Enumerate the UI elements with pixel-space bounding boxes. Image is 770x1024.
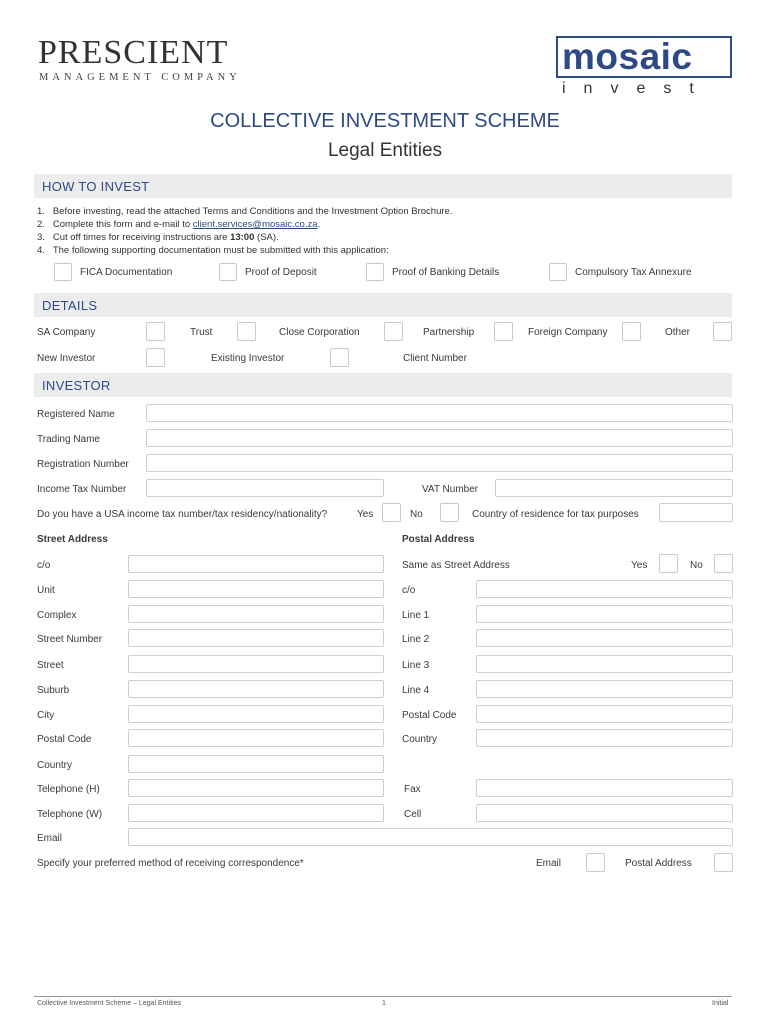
fax-label: Fax [404, 784, 421, 795]
footer-document-name: Collective Investment Scheme – Legal Entities [37, 1000, 181, 1007]
income-tax-number-label: Income Tax Number [37, 484, 127, 495]
fica-checkbox[interactable] [54, 263, 72, 281]
usa-question-label: Do you have a USA income tax number/tax residency/nationality? [37, 509, 328, 520]
list-item: 1. Before investing, read the attached Terms and Conditions and the Investment Option Brochure. [37, 206, 453, 217]
usa-no-label: No [410, 509, 423, 520]
prescient-logo-subtitle: MANAGEMENT COMPANY [39, 72, 241, 83]
city-field[interactable] [128, 705, 384, 723]
same-as-street-label: Same as Street Address [402, 560, 510, 571]
tax-annexure-checkbox[interactable] [549, 263, 567, 281]
postal-line1-field[interactable] [476, 605, 733, 623]
postal-postal-code-label: Postal Code [402, 710, 457, 721]
instructions-list [37, 205, 452, 257]
list-item: 2. Complete this form and e-mail to client.services@mosaic.co.za. [37, 219, 321, 230]
fax-field[interactable] [476, 779, 733, 797]
usa-yes-label: Yes [357, 509, 374, 520]
street-co-field[interactable] [128, 555, 384, 573]
country-residence-label: Country of residence for tax purposes [472, 509, 639, 520]
street-postal-code-field[interactable] [128, 729, 384, 747]
proof-banking-checkbox[interactable] [366, 263, 384, 281]
footer-divider [34, 996, 732, 997]
income-tax-number-field[interactable] [146, 479, 384, 497]
correspondence-question: Specify your preferred method of receiving correspondence* [37, 858, 304, 869]
telephone-h-field[interactable] [128, 779, 384, 797]
street-complex-field[interactable] [128, 605, 384, 623]
list-item: 4. The following supporting documentation must be submitted with this application: [37, 245, 389, 256]
section-heading: HOW TO INVEST [42, 179, 150, 194]
close-corporation-label: Close Corporation [279, 327, 360, 338]
new-investor-label: New Investor [37, 353, 96, 364]
postal-line3-field[interactable] [476, 655, 733, 673]
other-checkbox[interactable] [713, 322, 732, 341]
street-address-heading: Street Address [37, 534, 108, 545]
cell-field[interactable] [476, 804, 733, 822]
postal-country-label: Country [402, 734, 438, 745]
postal-line4-field[interactable] [476, 680, 733, 698]
corr-postal-checkbox[interactable] [714, 853, 733, 872]
section-details [34, 293, 732, 317]
trading-name-label: Trading Name [37, 434, 100, 445]
street-number-label: Street Number [37, 634, 103, 645]
street-complex-label: Complex [37, 610, 77, 621]
corr-postal-label: Postal Address [625, 858, 692, 869]
same-yes-label: Yes [631, 560, 648, 571]
postal-line2-label: Line 2 [402, 634, 430, 645]
street-country-field[interactable] [128, 755, 384, 773]
same-yes-checkbox[interactable] [659, 554, 678, 573]
footer-page-number: 1 [382, 1000, 386, 1007]
suburb-label: Suburb [37, 685, 70, 696]
cell-label: Cell [404, 809, 422, 820]
section-investor [34, 373, 732, 397]
street-unit-field[interactable] [128, 580, 384, 598]
registered-name-field[interactable] [146, 404, 733, 422]
mosaic-logo: mosaic [562, 36, 693, 77]
foreign-company-label: Foreign Company [528, 327, 608, 338]
document-subtitle: Legal Entities [327, 140, 443, 161]
footer-initial: Initial [712, 1000, 729, 1007]
postal-co-label: c/o [402, 585, 416, 596]
telephone-w-label: Telephone (W) [37, 809, 103, 820]
street-unit-label: Unit [37, 585, 55, 596]
postal-country-field[interactable] [476, 729, 733, 747]
list-item: 3. Cut off times for receiving instructions are 13:00 (SA). [37, 232, 279, 243]
section-heading: INVESTOR [42, 378, 111, 393]
registration-number-field[interactable] [146, 454, 733, 472]
existing-investor-label: Existing Investor [211, 353, 285, 364]
same-no-label: No [690, 560, 703, 571]
vat-number-label: VAT Number [422, 484, 479, 495]
sa-company-checkbox[interactable] [146, 322, 165, 341]
postal-postal-code-field[interactable] [476, 705, 733, 723]
email-label: Email [37, 833, 63, 844]
same-no-checkbox[interactable] [714, 554, 733, 573]
trading-name-field[interactable] [146, 429, 733, 447]
postal-line2-field[interactable] [476, 629, 733, 647]
vat-number-field[interactable] [495, 479, 733, 497]
section-how-to-invest [34, 174, 732, 198]
postal-line1-label: Line 1 [402, 610, 430, 621]
mosaic-logo-subtitle: invest [562, 80, 712, 97]
street-country-label: Country [37, 760, 73, 771]
usa-no-checkbox[interactable] [440, 503, 459, 522]
postal-address-heading: Postal Address [402, 534, 475, 545]
street-co-label: c/o [37, 560, 51, 571]
client-number-label: Client Number [403, 353, 467, 364]
other-label: Other [665, 327, 691, 338]
country-residence-field[interactable] [659, 503, 733, 522]
proof-deposit-checkbox[interactable] [219, 263, 237, 281]
proof-deposit-label: Proof of Deposit [245, 267, 317, 278]
partnership-checkbox[interactable] [494, 322, 513, 341]
existing-investor-checkbox[interactable] [330, 348, 349, 367]
partnership-label: Partnership [423, 327, 475, 338]
telephone-h-label: Telephone (H) [37, 784, 100, 795]
new-investor-checkbox[interactable] [146, 348, 165, 367]
section-heading: DETAILS [42, 298, 98, 313]
usa-yes-checkbox[interactable] [382, 503, 401, 522]
city-label: City [37, 710, 55, 721]
trust-label: Trust [190, 327, 213, 338]
street-label: Street [37, 660, 64, 671]
telephone-w-field[interactable] [128, 804, 384, 822]
postal-line4-label: Line 4 [402, 685, 430, 696]
fica-label: FICA Documentation [80, 267, 173, 278]
registration-number-label: Registration Number [37, 459, 129, 470]
suburb-field[interactable] [128, 680, 384, 698]
corr-email-checkbox[interactable] [586, 853, 605, 872]
postal-co-field[interactable] [476, 580, 733, 598]
postal-line3-label: Line 3 [402, 660, 430, 671]
street-number-field[interactable] [128, 629, 384, 647]
close-corporation-checkbox[interactable] [384, 322, 403, 341]
prescient-logo: PRESCIENT [38, 34, 229, 71]
email-link[interactable]: client.services@mosaic.co.za [192, 219, 318, 230]
document-title: COLLECTIVE INVESTMENT SCHEME [210, 110, 560, 132]
street-field[interactable] [128, 655, 384, 673]
foreign-company-checkbox[interactable] [622, 322, 641, 341]
street-postal-code-label: Postal Code [37, 734, 92, 745]
registered-name-label: Registered Name [37, 409, 115, 420]
trust-checkbox[interactable] [237, 322, 256, 341]
corr-email-label: Email [536, 858, 562, 869]
tax-annexure-label: Compulsory Tax Annexure [575, 267, 692, 278]
sa-company-label: SA Company [37, 327, 96, 338]
proof-banking-label: Proof of Banking Details [392, 267, 500, 278]
email-field[interactable] [128, 828, 733, 846]
